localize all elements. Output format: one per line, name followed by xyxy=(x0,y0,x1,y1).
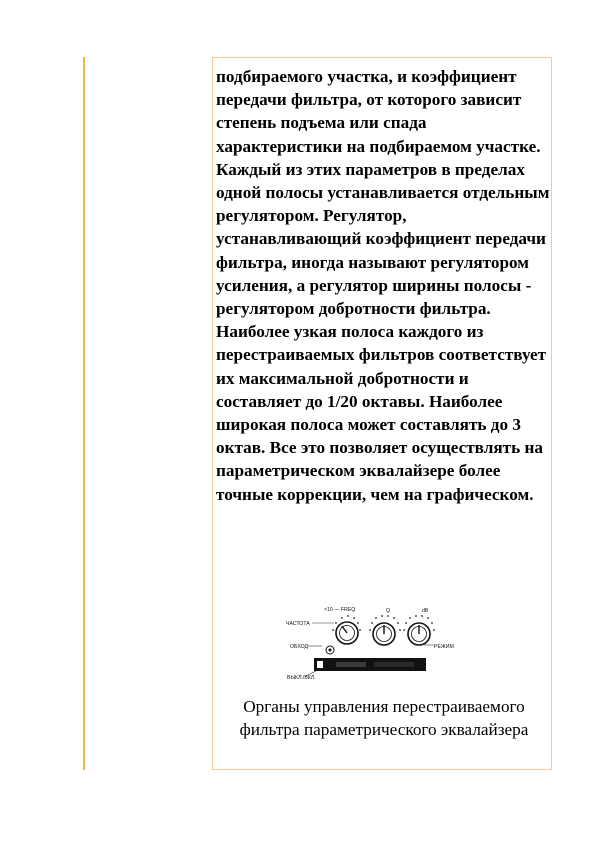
onoff-switch xyxy=(317,661,323,668)
bypass-switch xyxy=(326,646,334,654)
q-knob xyxy=(373,623,395,645)
body-paragraph: подбираемого участка, и коэффициент передачи фильтра, от которого зависит степень подъема или спада характеристики на подбираемом участке. Каждый из этих параметров в пределах одной полосы устанавливается отдельным регулятором. Регулятор, устанавливающий коэффициент передачи фильтра, иногда называют регулятором усиления, а регулятор ширины полосы - регулятором добротности фильтра. Наиболее узкая полоса каждого из перестраиваемых фильтров соответствует их максимальной добротности и составляет до 1/20 октавы. Наиболее широкая полоса может составлять до 3 октав. Все это позволяет осуществлять на параметрическом эквалайзере более точные коррекции, чем на графическом. xyxy=(216,67,550,504)
figure-label-bypass: ОБХОД xyxy=(290,644,309,650)
figure-label-frequency: ЧАСТОТА xyxy=(286,621,310,627)
frequency-knob xyxy=(336,622,358,644)
gain-knob xyxy=(408,623,430,645)
figure-label-db: dB xyxy=(422,608,429,614)
equalizer-controls-figure xyxy=(286,606,454,682)
figure-label-freq-range: ×10 — FREQ xyxy=(324,607,356,613)
figure-label-mode: РЕЖИМ xyxy=(434,644,454,650)
figure-label-onoff: ВЫКЛ./ВКЛ. xyxy=(287,675,316,681)
figure-label-q: Q xyxy=(386,608,391,614)
figure-caption: Органы управления перестраиваемого фильтра параметрического эквалайзера xyxy=(239,697,529,739)
left-margin-rule xyxy=(83,57,85,770)
